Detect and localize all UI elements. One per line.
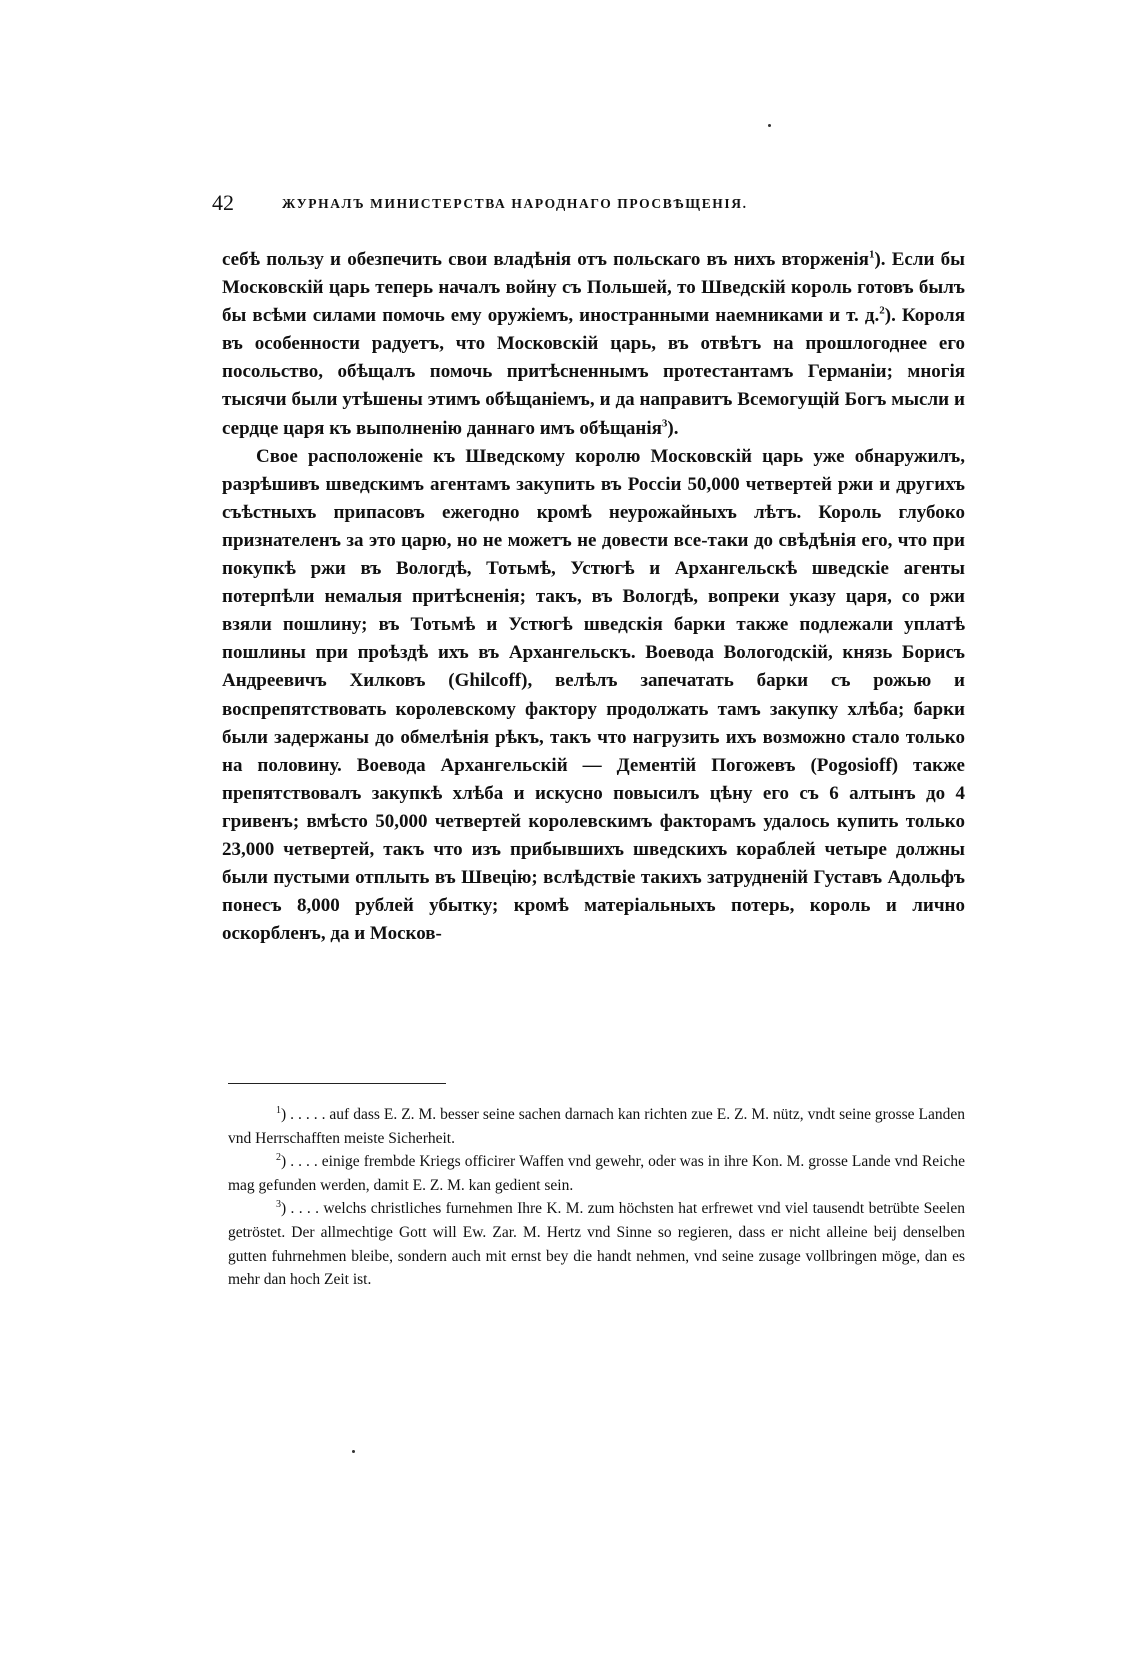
footnote-divider bbox=[228, 1083, 446, 1084]
paragraph-1-part-3: ). Короля въ особенности радуетъ, что Московскій царь, въ отвѣтъ на прошлогоднее его посольство, обѣщалъ помочь притѣсненнымъ протестантамъ Германіи; многія тысячи были утѣшены этимъ обѣщаніемъ, и да направитъ Всемогущій Богъ мысли и сердце царя къ выполненію даннаго имъ обѣщанія bbox=[222, 305, 965, 439]
page-number: 42 bbox=[212, 190, 234, 215]
paragraph-1 bbox=[222, 246, 965, 443]
footnote-3-text: ) . . . . welchs christliches furnehmen Ihre K. M. zum höchsten hat erfrewet vnd viel tausendt betrübte Seelen getröstet. Der allmechtige Gott will Ew. Zar. M. Hertz vnd Sinne so regieren, dass er nicht alleine beij denselben gutten fuhrnehmen bleibe, sondern auch mit ernst bey die handt nehmen, vnd seine zusage vollbringen möge, dan es mehr dan hoch Zeit ist. bbox=[228, 1200, 965, 1289]
page-header bbox=[212, 190, 972, 220]
footnotes bbox=[228, 1103, 965, 1292]
paragraph-1-part-1: себѣ пользу и обезпечить свои владѣнія отъ польскаго въ нихъ вторженія bbox=[222, 249, 869, 270]
footnote-ref-1: 1 bbox=[868, 248, 875, 261]
footnote-3 bbox=[228, 1197, 965, 1291]
footnote-2 bbox=[228, 1150, 965, 1197]
scan-speck bbox=[352, 1450, 355, 1453]
footnote-ref-3: 3 bbox=[661, 417, 668, 430]
paragraph-2: Свое расположеніе къ Шведскому королю Московскій царь уже обнаружилъ, разрѣшивъ шведскимъ агентамъ закупить въ Россіи 50,000 четвертей ржи и другихъ съѣстныхъ припасовъ ежегодно кромѣ неурожайныхъ лѣтъ. Король глубоко признателенъ за это царю, но не можетъ не довести все-таки до свѣдѣнія его, что при покупкѣ ржи въ Вологдѣ, Тотьмѣ, Устюгѣ и Архангельскѣ шведскіе агенты потерпѣли немалыя притѣсненія; такъ, въ Вологдѣ, вопреки указу царя, со ржи взяли пошлину; въ Тотьмѣ и Устюгѣ шведскія барки также подлежали уплатѣ пошлины при проѣздѣ ихъ въ Архангельскъ. Воевода Вологодскій, князь Борисъ Андреевичъ Хилковъ (Ghilcoff), велѣлъ запечатать барки съ рожью и воспрепятствовать королевскому фактору продолжать тамъ закупку хлѣба; барки были задержаны до обмелѣнія рѣкъ, такъ что нагрузить ихъ возможно стало только на половину. Воевода Архангельскій — Дементій Погожевъ (Pogosioff) также препятствовалъ закупкѣ хлѣба и искусно повысилъ цѣну его съ 6 алтынъ до 4 гривенъ; вмѣсто 50,000 четвертей королевскимъ факторамъ удалось купить только 23,000 четвертей, такъ что изъ прибывшихъ шведскихъ кораблей четыре должны были пустыми отплыть въ Швецію; вслѣдствіе такихъ затрудненій Густавъ Адольфъ понесъ 8,000 рублей убытку; кромѣ матеріальныхъ потерь, король и лично оскорбленъ, да и Москов- bbox=[222, 445, 965, 945]
footnote-2-mark: 2 bbox=[276, 1152, 281, 1164]
scan-speck bbox=[768, 124, 771, 127]
footnote-1-text: ) . . . . . auf dass E. Z. M. besser seine sachen darnach kan richten zue E. Z. M. nütz, vndt seine grosse Landen vnd Herrschafften meiste Sicherheit. bbox=[228, 1106, 965, 1147]
main-text bbox=[222, 246, 965, 948]
footnote-ref-2: 2 bbox=[879, 304, 885, 317]
paragraph-1-part-4: ). bbox=[667, 417, 679, 439]
footnote-1-mark: 1 bbox=[276, 1104, 281, 1116]
running-head: ЖУРНАЛЪ МИНИСТЕРСТВА НАРОДНАГО ПРОСВѢЩЕНІЯ. bbox=[282, 196, 748, 211]
footnote-1 bbox=[228, 1103, 965, 1150]
footnote-3-mark: 3 bbox=[276, 1199, 281, 1211]
footnote-2-text: ) . . . . einige frembde Kriegs officirer Waffen vnd gewehr, oder was in ihre Kon. M. grosse Lande vnd Reiche mag gefunden werden, damit E. Z. M. kan gedient sein. bbox=[228, 1153, 965, 1194]
paragraph-1-part-2: ). Если бы Московскій царь теперь началъ войну съ Польшей, то Шведскій король готовъ былъ бы всѣми силами помочь ему оружіемъ, иностранными наемниками и т. д. bbox=[222, 249, 965, 327]
